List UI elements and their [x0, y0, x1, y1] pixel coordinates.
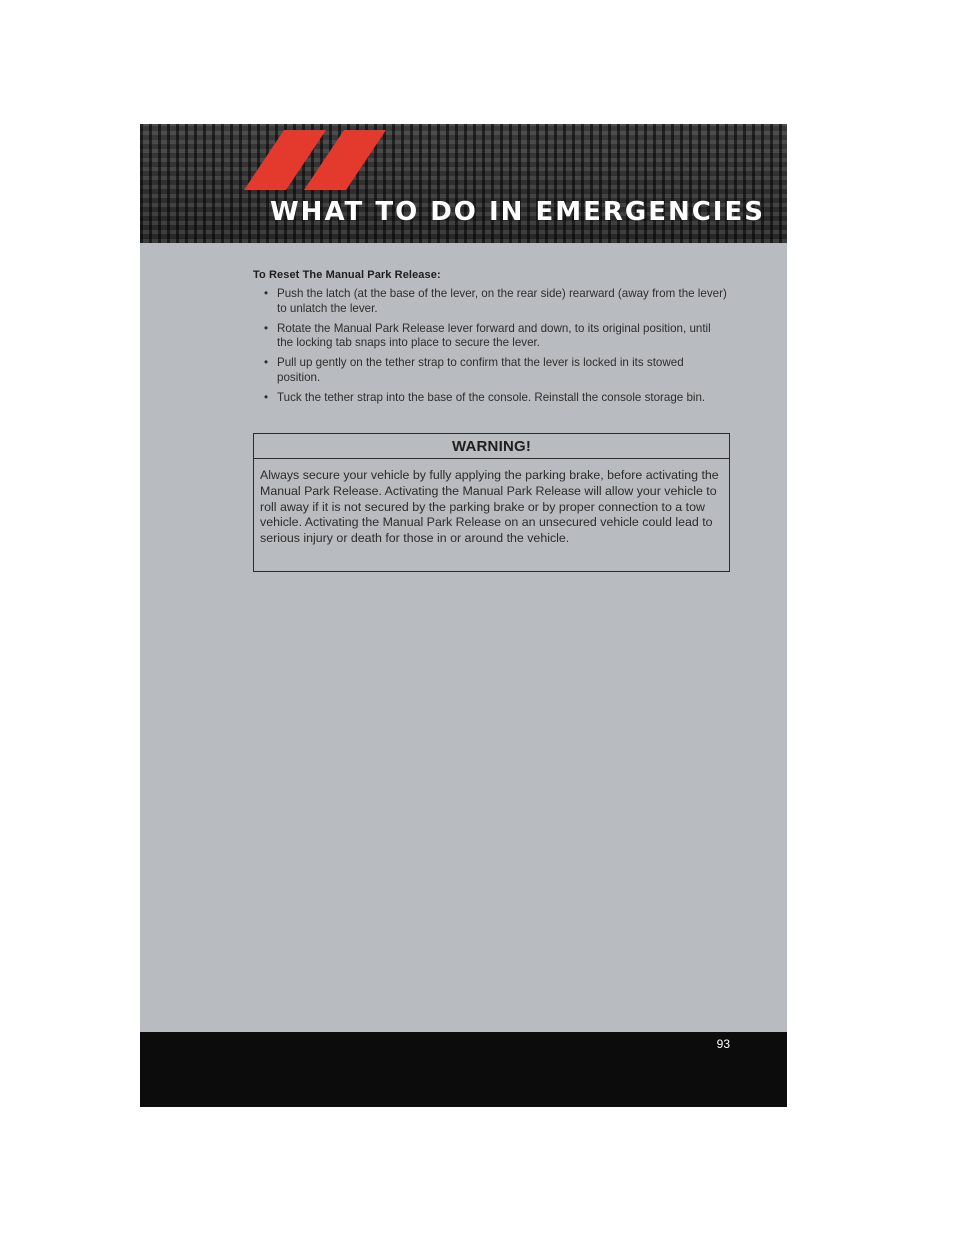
step-text: Tuck the tether strap into the base of the console. Reinstall the console storage bin. [277, 390, 706, 404]
step-text: Rotate the Manual Park Release lever forward and down, to its original position, until the locking tab snaps into place to secure the lever. [277, 321, 711, 350]
procedure-steps [253, 287, 730, 406]
warning-title: WARNING! [254, 434, 729, 459]
list-item [264, 356, 730, 386]
warning-body: Always secure your vehicle by fully applying the parking brake, before activating the Manual Park Release. Activating the Manual Park Release will allow your vehicle to roll away if it is not secured by the parking brake or by proper connection to a tow vehicle. Activating the Manual Park Release on an unsecured vehicle could lead to serious injury or death for those in or around the vehicle. [260, 468, 719, 546]
manual-page [140, 124, 787, 1107]
section-header [140, 124, 787, 243]
bullet-icon: • [264, 287, 269, 300]
list-item [264, 287, 730, 317]
page-footer [140, 1032, 787, 1107]
bullet-icon: • [264, 356, 269, 370]
step-text: Pull up gently on the tether strap to confirm that the lever is locked in its stowed position. [277, 356, 684, 384]
list-item [264, 391, 730, 406]
procedure-heading: To Reset The Manual Park Release: [253, 269, 441, 281]
main-content [253, 269, 730, 411]
step-text: Push the latch (at the base of the lever, on the rear side) rearward (away from the lever) to unlatch the lever. [277, 287, 727, 315]
page-number: 93 [716, 1037, 730, 1051]
bullet-icon: • [264, 390, 269, 404]
list-item [264, 322, 730, 352]
warning-box [253, 433, 730, 572]
racing-stripes-logo [244, 130, 386, 190]
bullet-icon: • [264, 321, 269, 335]
section-title: WHAT TO DO IN EMERGENCIES [270, 197, 765, 227]
